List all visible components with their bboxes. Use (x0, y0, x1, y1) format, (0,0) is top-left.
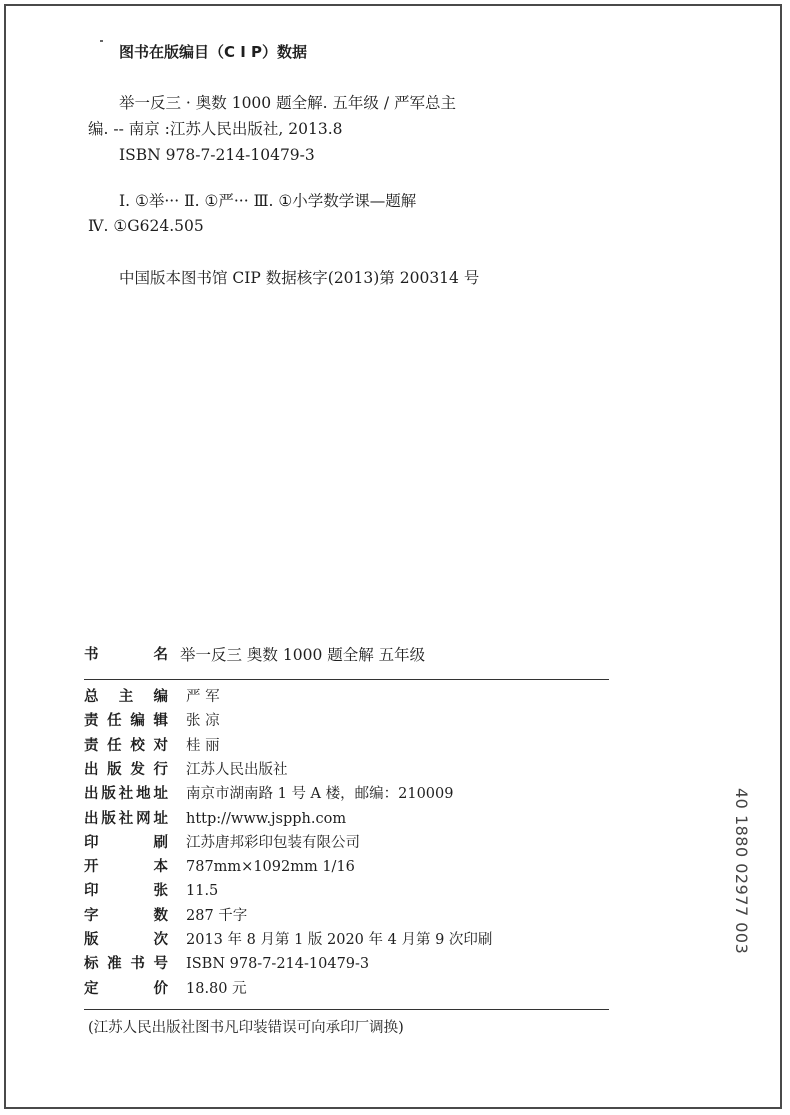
label-char: 刷 (153, 835, 168, 851)
label-char: 网 (136, 811, 151, 827)
label-char: 责 (84, 738, 99, 754)
label-char: 责 (84, 713, 99, 729)
info-row-value: ISBN 978-7-214-10479-3 (186, 956, 370, 972)
label-char: 出 (84, 811, 99, 827)
info-row-value: 张 凉 (186, 713, 220, 729)
info-row-value: 787mm×1092mm 1/16 (186, 859, 355, 875)
cip-classification-line-2: Ⅳ. ①G624.505 (88, 217, 204, 235)
cip-heading: 图书在版编目（C I P）数据 (119, 43, 308, 61)
info-row-label (84, 809, 168, 829)
info-row-label (84, 857, 168, 877)
info-row-label (84, 833, 168, 853)
info-row-value: 桂 丽 (186, 738, 220, 754)
label-char: 号 (153, 956, 168, 972)
scan-speck (100, 40, 103, 42)
info-row-label (84, 906, 168, 926)
label-char: 开 (84, 859, 99, 875)
book-title-label (84, 645, 168, 665)
info-row-value: 11.5 (186, 883, 219, 899)
info-row-label (84, 760, 168, 780)
label-char: 任 (107, 738, 122, 754)
info-row-label (84, 881, 168, 901)
cip-title-line-1: 举一反三 · 奥数 1000 题全解. 五年级 / 严军总主 (119, 94, 457, 112)
label-char: 编 (153, 689, 168, 705)
info-row-label (84, 979, 168, 999)
label-char: 印 (84, 835, 99, 851)
label-char: 址 (153, 786, 168, 802)
info-row-value: http://www.jspph.com (186, 811, 347, 827)
info-row-value: 南京市湖南路 1 号 A 楼，邮编：210009 (186, 786, 454, 802)
label-char: 任 (107, 713, 122, 729)
cip-classification-line-1: Ⅰ. ①举··· Ⅱ. ①严··· Ⅲ. ①小学数学课—题解 (119, 192, 417, 210)
info-row-label (84, 784, 168, 804)
info-row-value: 18.80 元 (186, 981, 247, 997)
info-row-label (84, 930, 168, 950)
label-char: 主 (118, 689, 134, 705)
label-char: 书 (130, 956, 145, 972)
label-char: 名 (153, 647, 168, 663)
divider-bottom (84, 1009, 609, 1010)
label-char: 定 (84, 981, 99, 997)
info-row-value: 江苏人民出版社 (186, 762, 288, 778)
cip-data-number: 中国版本图书馆 CIP 数据核字(2013)第 200314 号 (119, 269, 480, 287)
label-char: 出 (84, 762, 99, 778)
cip-isbn-line: ISBN 978-7-214-10479-3 (119, 146, 315, 164)
label-char: 发 (130, 762, 145, 778)
label-char: 版 (107, 762, 122, 778)
info-row-value: 287 千字 (186, 908, 248, 924)
info-row-value: 2013 年 8 月第 1 版 2020 年 4 月第 9 次印刷 (186, 932, 493, 948)
label-char: 标 (84, 956, 99, 972)
label-char: 数 (153, 908, 168, 924)
label-char: 社 (118, 786, 134, 802)
label-char: 版 (101, 811, 116, 827)
label-char: 行 (153, 762, 168, 778)
label-char: 出 (84, 786, 99, 802)
label-char: 辑 (153, 713, 168, 729)
barcode-number-vertical: 40 1880 02977 003 (732, 788, 751, 955)
label-char: 社 (118, 811, 134, 827)
label-char: 版 (101, 786, 116, 802)
label-char: 张 (153, 883, 168, 899)
label-char: 版 (84, 932, 99, 948)
label-char: 总 (84, 689, 99, 705)
info-row-label (84, 954, 168, 974)
label-char: 价 (153, 981, 168, 997)
info-row-label (84, 687, 168, 707)
info-row-label (84, 736, 168, 756)
divider-top (84, 679, 609, 680)
label-char: 印 (84, 883, 99, 899)
cip-title-line-2: 编. -- 南京 :江苏人民出版社, 2013.8 (88, 120, 343, 138)
label-char: 字 (84, 908, 99, 924)
info-row-value: 江苏唐邦彩印包装有限公司 (186, 835, 360, 851)
info-row-value: 严 军 (186, 689, 220, 705)
label-char: 本 (153, 859, 168, 875)
label-char: 次 (153, 932, 168, 948)
label-char: 地 (136, 786, 151, 802)
label-char: 准 (107, 956, 122, 972)
footer-note: (江苏人民出版社图书凡印装错误可向承印厂调换) (88, 1020, 404, 1036)
label-char: 址 (153, 811, 168, 827)
book-title-value: 举一反三 奥数 1000 题全解 五年级 (180, 646, 426, 664)
label-char: 校 (130, 738, 145, 754)
label-char: 对 (153, 738, 168, 754)
info-row-label (84, 711, 168, 731)
label-char: 书 (84, 647, 99, 663)
label-char: 编 (130, 713, 145, 729)
